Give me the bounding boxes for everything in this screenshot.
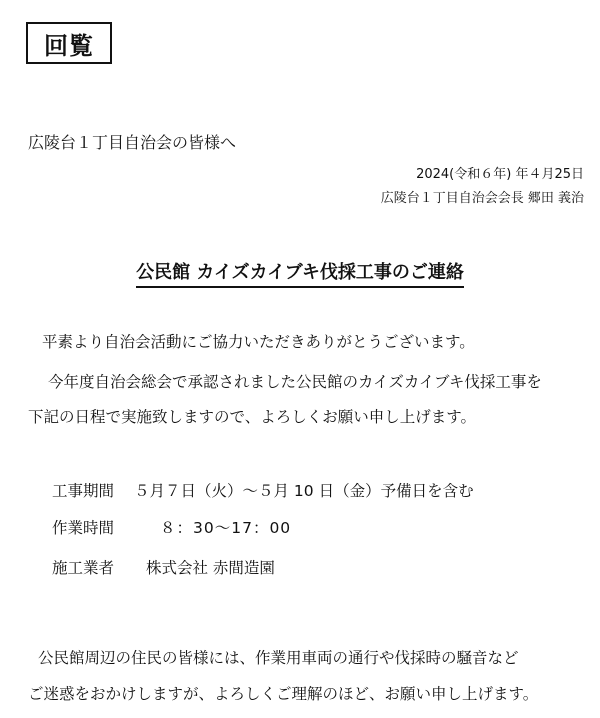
closing-line-1: 公民館周辺の住民の皆様には、作業用車両の通行や伐採時の騒音など (38, 649, 519, 667)
document-date: 2024(令和６年) 年４月25日 (416, 167, 584, 182)
circulation-stamp: 回覧 (26, 22, 112, 64)
hours-value: ８：30～17：00 (160, 519, 292, 537)
document-title-text: 公民館 カイズカイブキ伐採工事のご連絡 (136, 262, 464, 288)
document-title (0, 258, 600, 284)
sender-name: 広陵台１丁目自治会会長 郷田 義治 (380, 191, 584, 206)
body-line-2: 今年度自治会総会で承認されました公民館のカイズカイブキ伐採工事を (48, 373, 542, 391)
contractor-value: 株式会社 赤間造園 (146, 559, 275, 577)
body-line-3: 下記の日程で実施致しますので、よろしくお願い申し上げます。 (28, 408, 476, 426)
period-label: 工事期間 (52, 482, 115, 500)
period-value: ５月７日（火）～５月 10 日（金）予備日を含む (134, 482, 474, 500)
closing-line-2: ご迷惑をおかけしますが、よろしくご理解のほど、お願い申し上げます。 (28, 685, 539, 703)
body-line-1: 平素より自治会活動にご協力いただきありがとうございます。 (42, 333, 475, 351)
hours-label: 作業時間 (52, 519, 115, 537)
addressee: 広陵台１丁目自治会の皆様へ (28, 133, 237, 152)
contractor-label: 施工業者 (52, 559, 115, 577)
